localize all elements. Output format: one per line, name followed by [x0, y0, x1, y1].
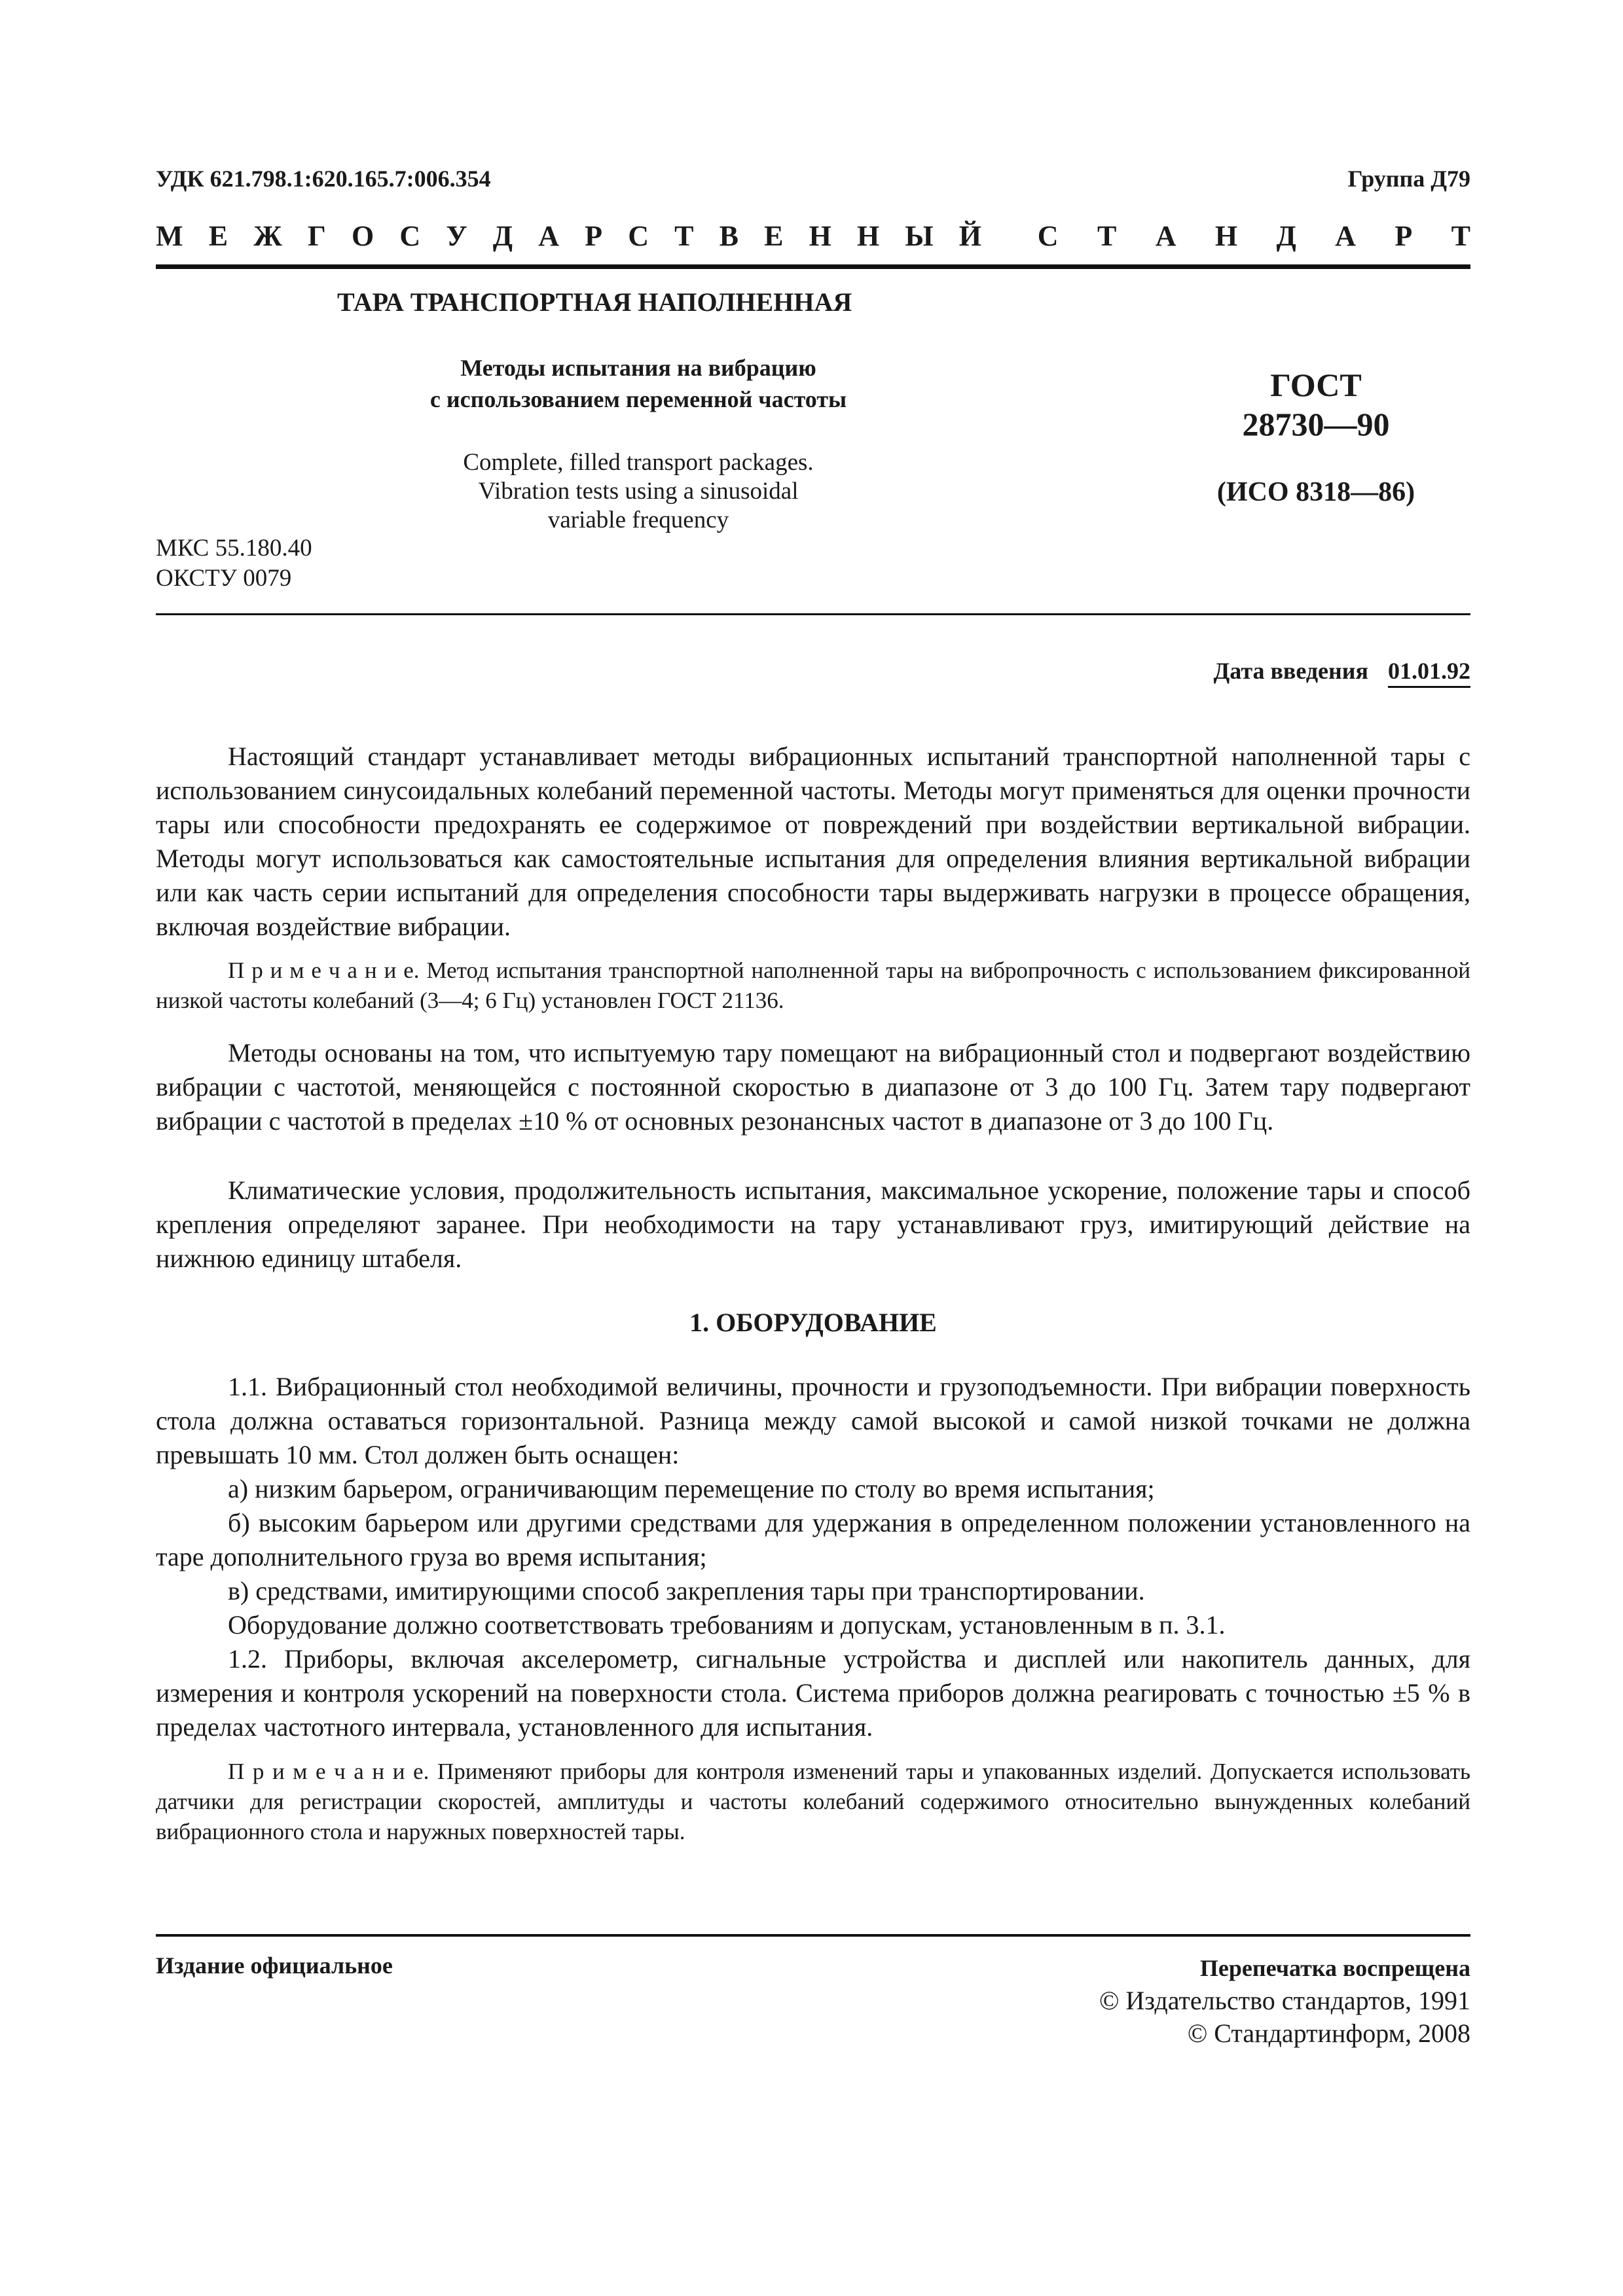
- section-heading: 1. ОБОРУДОВАНИЕ: [689, 1308, 937, 1337]
- list-item: в) средствами, имитирующими способ закрепления тары при транспортировании.: [228, 1576, 1145, 1605]
- date-label: Дата введения: [1213, 658, 1368, 684]
- group-code: Группа Д79: [1347, 166, 1470, 192]
- note-label: П р и м е ч а н и е.: [228, 958, 420, 983]
- date-value: 01.01.92: [1388, 657, 1470, 688]
- method-paragraph: Методы основаны на том, что испытуемую тару помещают на вибрационный стол и подвергают воздействию вибрации с частотой, меняющейся с постоянной скоростью в диапазоне от 3 до 100 Гц. Затем тару подвергают вибрации с частотой в пределах ±10 % от основных резонансных частот в диапазоне от 3 до 100 Гц.: [156, 1038, 1470, 1136]
- copyright-line: © Стандартинформ, 2008: [1187, 2018, 1470, 2048]
- english-title-line: variable frequency: [547, 507, 729, 533]
- banner: [156, 219, 1487, 253]
- note-label: П р и м е ч а н и е.: [228, 1759, 429, 1784]
- okstu-code: ОКСТУ 0079: [156, 565, 292, 592]
- banner-rule: [156, 264, 1470, 269]
- equipment-requirement: Оборудование должно соответствовать требованиям и допускам, установленным в п. 3.1.: [228, 1610, 1226, 1640]
- edition-label: Издание официальное: [156, 1952, 393, 1979]
- list-item: б) высоким барьером или другими средствами для удержания в определенном положении установленного на таре дополнительного груза во время испытания;: [156, 1508, 1470, 1571]
- doc-subtitle: [354, 352, 923, 415]
- list-item: а) низким барьером, ограничивающим перемещение по столу во время испытания;: [228, 1474, 1155, 1503]
- banner-right: С Т А Н Д А Р Т: [1037, 220, 1487, 252]
- clause-1-1: 1.1. Вибрационный стол необходимой величины, прочности и грузоподъемности. При вибрации поверхность стола должна оставаться горизонтальной. Разница между самой высокой и самой низкой точками не должна превышать 10 мм. Стол должен быть оснащен:: [156, 1372, 1470, 1469]
- gost-number: 28730—90: [1242, 406, 1390, 442]
- english-title-line: Complete, filled transport packages.: [463, 449, 814, 476]
- classification-codes: [156, 533, 312, 594]
- introduction-date: [1214, 657, 1471, 688]
- note-paragraph: [156, 956, 1470, 1016]
- note-text: Применяют приборы для контроля изменений тары и упакованных изделий. Допускается использовать датчики для регистрации скоростей, амплитуды и частоты колебаний содержимого относительно вынужденных колебаний вибрационного стола и наружных поверхностей тары.: [156, 1759, 1471, 1844]
- footer-rule: [156, 1934, 1470, 1937]
- mks-code: МКС 55.180.40: [156, 535, 312, 562]
- clause-1-2: 1.2. Приборы, включая акселерометр, сигнальные устройства и дисплей или накопитель данных, для измерения и контроля ускорений на поверхности стола. Система приборов должна реагировать с точностью ±5 % в пределах частотного интервала, установленного для испытания.: [156, 1644, 1470, 1742]
- conditions-paragraph: Климатические условия, продолжительность испытания, максимальное ускорение, положение тары и способ крепления определяют заранее. При необходимости на тару устанавливают груз, имитирующий действие на нижнюю единицу штабеля.: [156, 1175, 1470, 1273]
- note-text: Метод испытания транспортной наполненной тары на вибропрочность с использованием фиксированной низкой частоты колебаний (3—4; 6 Гц) установлен ГОСТ 21136.: [156, 958, 1471, 1013]
- gost-designation: [1152, 365, 1480, 444]
- copyright-line: © Издательство стандартов, 1991: [1099, 1986, 1470, 2015]
- doc-title: ТАРА ТРАНСПОРТНАЯ НАПОЛНЕННАЯ: [337, 287, 852, 317]
- copyright-block: [816, 1952, 1470, 2050]
- reprint-notice: Перепечатка воспрещена: [1199, 1955, 1470, 1981]
- intro-paragraph: Настоящий стандарт устанавливает методы вибрационных испытаний транспортной наполненной тары с использованием синусоидальных колебаний переменной частоты. Методы могут применяться для оценки прочности тары или способности предохранять ее содержимое от повреждений при воздействии вертикальной вибрации. Методы могут использоваться как самостоятельные испытания для определения влияния вертикальной вибрации или как часть серии испытаний для определения способности тары выдерживать нагрузки в процессе обращения, включая воздействие вибрации.: [156, 742, 1470, 941]
- subtitle-line: Методы испытания на вибрацию: [460, 355, 816, 381]
- english-title: [354, 448, 923, 535]
- gost-label: ГОСТ: [1270, 367, 1362, 403]
- banner-left: М Е Ж Г О С У Д А Р С Т В Е Н Н Ы Й: [156, 220, 991, 252]
- udk-code: УДК 621.798.1:620.165.7:006.354: [156, 166, 491, 192]
- title-rule: [156, 613, 1470, 615]
- subtitle-line: с использованием переменной частоты: [429, 386, 847, 412]
- english-title-line: Vibration tests using a sinusoidal: [478, 478, 799, 505]
- note-paragraph: [156, 1757, 1470, 1847]
- iso-reference: (ИСО 8318—86): [1216, 477, 1415, 507]
